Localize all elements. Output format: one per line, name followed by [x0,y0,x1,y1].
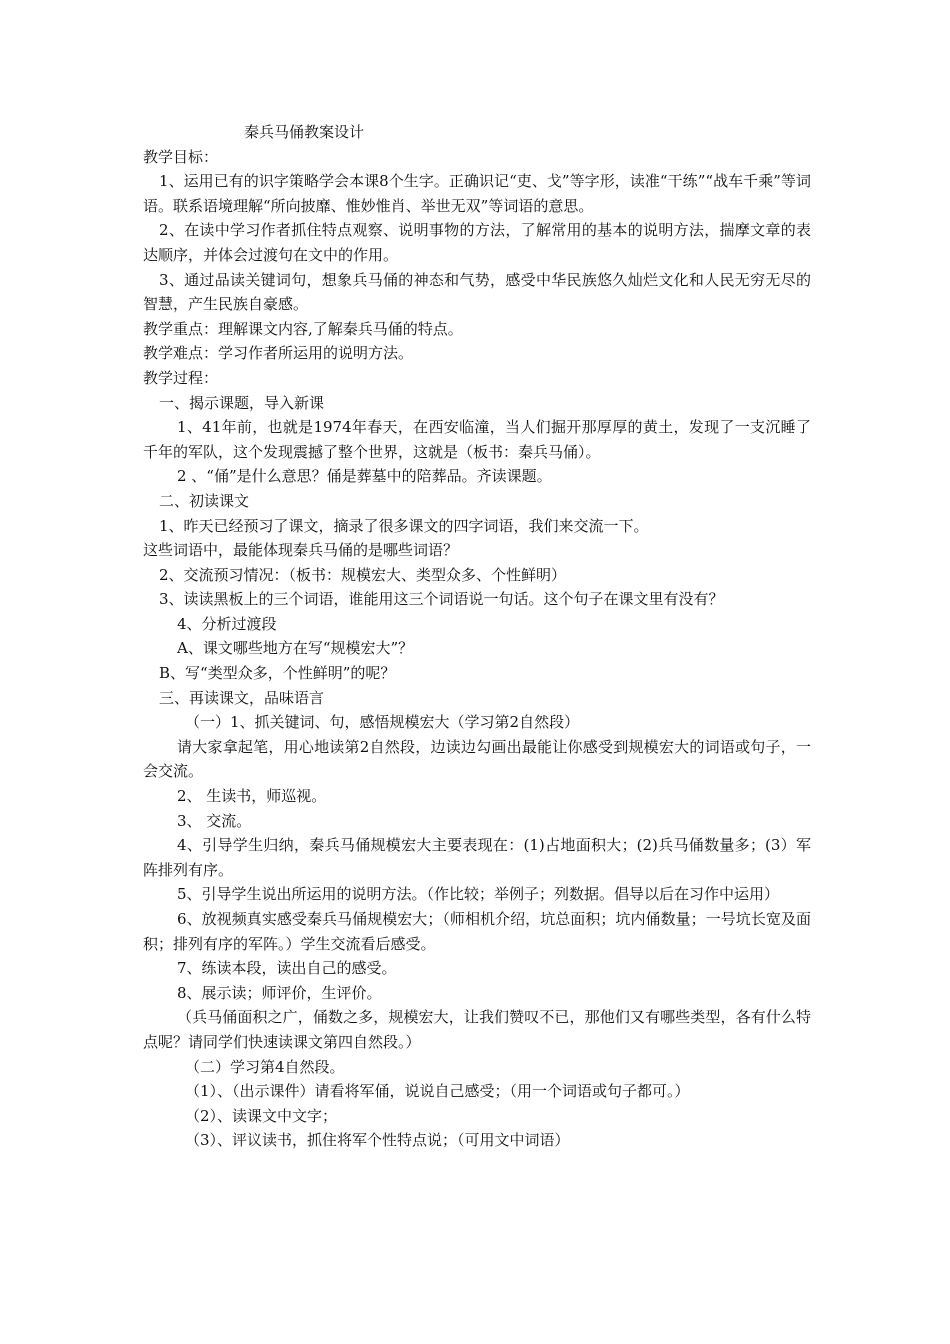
step-3-heading: 三、再读课文，品味语言 [159,688,325,707]
document-title: 秦兵马俑教案设计 [244,123,365,141]
key-point: 教学重点：理解课文内容,了解秦兵马俑的特点。 [143,319,463,338]
objective-2: 2、在读中学习作者抓住特点观察、说明事物的方法，了解常用的基本的说明方法，揣摩文章的表达顺序，并体会过渡句在文中的作用。 [143,221,811,264]
step-3-item-7: 7、练读本段，读出自己的感受。 [177,959,397,978]
step-3-part-2-item-2: （2）、读课文中文字； [185,1106,338,1125]
step-3-item-5: 5、引导学生说出所运用的说明方法。（作比较；举例子；列数据。倡导以后在习作中运用） [177,885,780,904]
step-2-item-4a: A、课文哪些地方在写“规模宏大”？ [177,639,414,658]
step-2-item-1: 1、昨天已经预习了课文，摘录了很多课文的四字词语，我们来交流一下。 [159,516,649,535]
step-3-item-8: 8、展示读；师评价，生评价。 [177,983,382,1002]
step-3-item-2: 2、 生读书，师巡视。 [177,787,327,806]
step-3-item-6: 6、放视频真实感受秦兵马俑规模宏大；（师相机介绍，坑总面积；坑内俑数量；一号坑长宽及面积；排列有序的军阵。）学生交流看后感受。 [143,910,811,953]
document-page [143,120,811,1153]
step-1-heading: 一、揭示课题，导入新课 [159,393,325,412]
objective-1: 1、运用已有的识字策略学会本课8个生字。正确识记“吏、戈”等字形，读准“干练”“战车千乘”等词语。联系语境理解“所向披靡、惟妙惟肖、举世无双”等词语的意思。 [143,172,811,215]
step-3-transition: （兵马俑面积之广，俑数之多，规模宏大，让我们赞叹不已，那他们又有哪些类型，各有什么特点呢？请同学们快速读课文第四自然段。） [143,1008,811,1051]
step-2-heading: 二、初读课文 [159,491,250,510]
section-heading-process: 教学过程： [143,368,219,387]
objective-3: 3、通过品读关键词句，想象兵马俑的神态和气势，感受中华民族悠久灿烂文化和人民无穷无尽的智慧，产生民族自豪感。 [143,270,811,314]
step-1-item-2: 2 、“俑”是什么意思？俑是葬墓中的陪葬品。齐读课题。 [177,467,552,486]
difficult-point: 教学难点：学习作者所运用的说明方法。 [143,344,414,363]
step-3-item-3: 3、 交流。 [177,811,252,830]
step-2-item-4b: B、写“类型众多，个性鲜明”的呢？ [159,664,396,683]
step-3-part-2-item-3: （3）、评议读书，抓住将军个性特点说；（可用文中词语） [185,1131,570,1150]
step-1-item-1: 1、41年前，也就是1974年春天，在西安临潼，当人们掘开那厚厚的黄土，发现了一支沉睡了千年的军队，这个发现震撼了整个世界，这就是（板书：秦兵马俑）。 [143,418,811,461]
step-2-item-3: 3、读读黑板上的三个词语，谁能用这三个词语说一句话。这个句子在课文里有没有？ [159,590,724,609]
step-2-item-4: 4、分析过渡段 [177,614,277,633]
step-2-item-2: 2、交流预习情况：（板书：规模宏大、类型众多、个性鲜明） [159,565,567,584]
step-3-item-4: 4、引导学生归纳，秦兵马俑规模宏大主要表现在：(1)占地面积大；(2)兵马俑数量多；(3）军阵排列有序。 [143,836,811,879]
step-3-part-2-item-1: （1）、（出示课件）请看将军俑，说说自己感受；（用一个词语或句子都可。） [185,1082,690,1101]
step-3-part-1-heading: （一）1、抓关键词、句，感悟规模宏大（学习第2自然段） [185,713,580,732]
section-heading-objectives: 教学目标： [143,147,219,166]
step-2-item-1-question: 这些词语中，最能体现秦兵马俑的是哪些词语？ [143,541,459,560]
step-3-part-1-instruction: 请大家拿起笔，用心地读第2自然段，边读边勾画出最能让你感受到规模宏大的词语或句子，一会交流。 [143,737,811,781]
step-3-part-2-heading: （二）学习第4自然段。 [185,1057,345,1076]
